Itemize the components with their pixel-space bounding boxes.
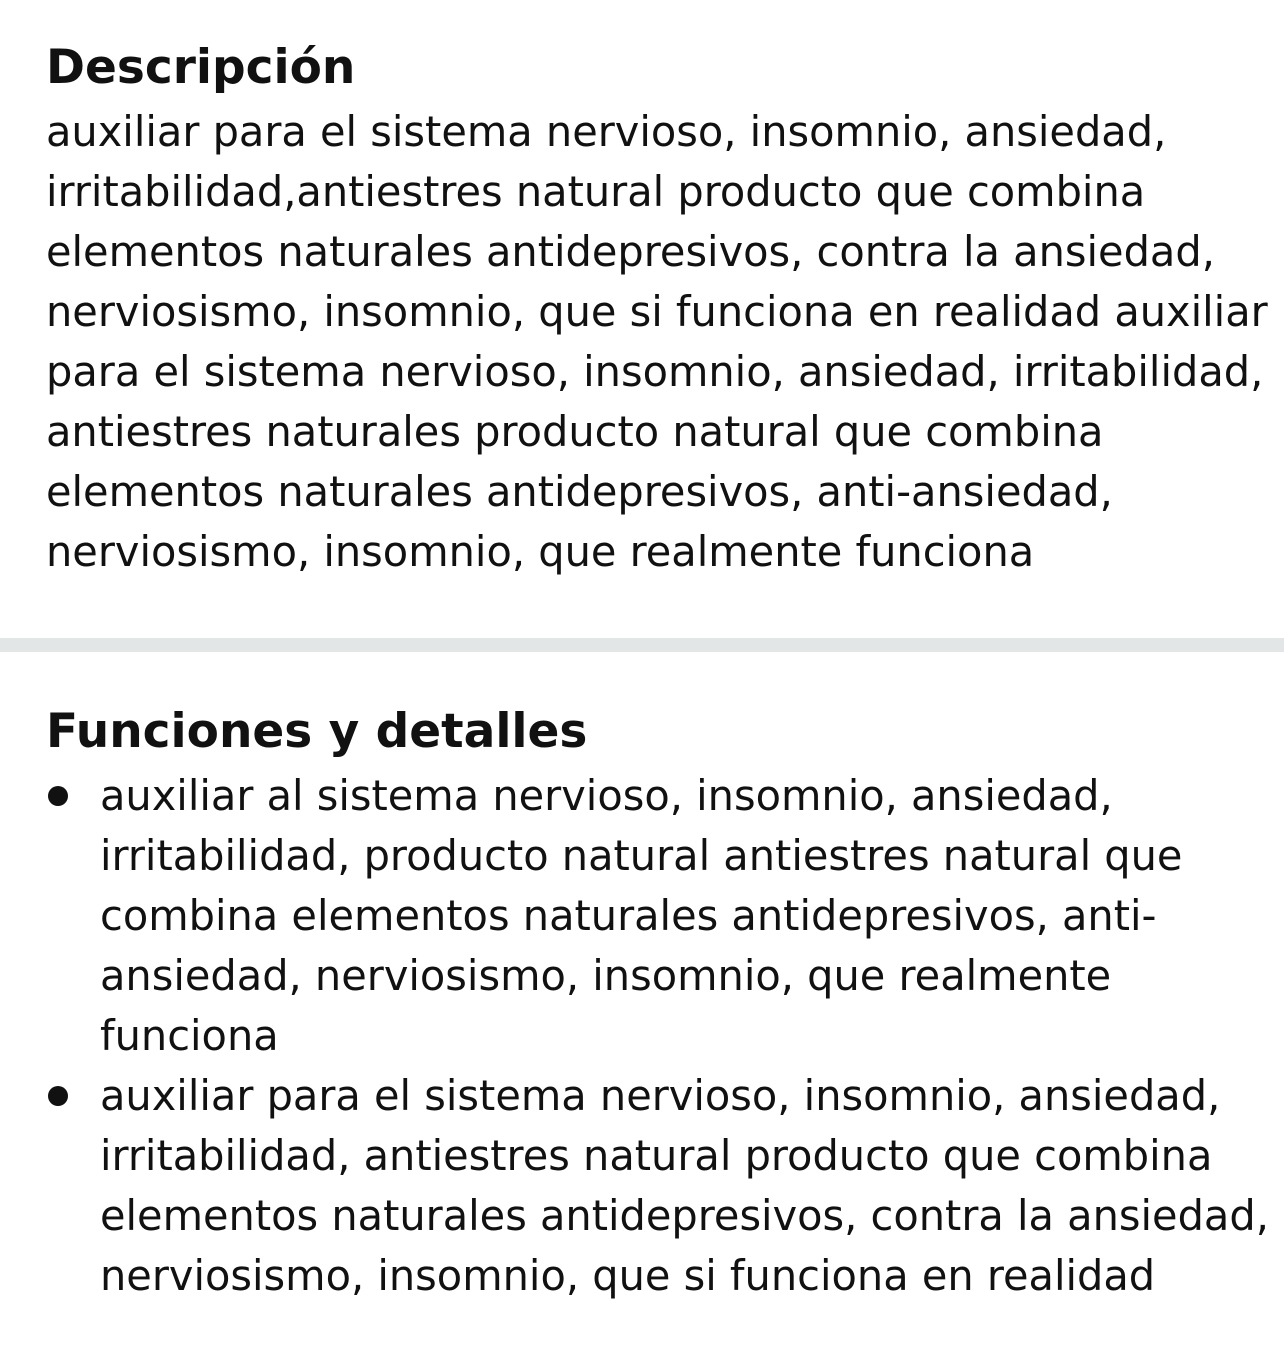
feature-item <box>46 766 1238 1066</box>
feature-line: funciona <box>100 1011 279 1060</box>
description-line: nerviosismo, insomnio, que realmente funciona <box>46 527 1035 576</box>
description-line: elementos naturales antidepresivos, contra la ansiedad, <box>46 227 1215 276</box>
feature-line: combina elementos naturales antidepresivos, anti- <box>100 891 1157 940</box>
bullet-icon <box>48 786 68 806</box>
feature-line: irritabilidad, producto natural antiestres natural que <box>100 831 1183 880</box>
feature-line: nerviosismo, insomnio, que si funciona en realidad <box>100 1251 1156 1300</box>
feature-item <box>46 1066 1269 1306</box>
features-list <box>46 766 1269 1306</box>
feature-line: auxiliar al sistema nervioso, insomnio, ansiedad, <box>100 771 1113 820</box>
features-section <box>0 652 1284 1306</box>
description-line: antiestres naturales producto natural que combina <box>46 407 1104 456</box>
feature-line: auxiliar para el sistema nervioso, insomnio, ansiedad, <box>100 1071 1221 1120</box>
feature-line: irritabilidad, antiestres natural producto que combina <box>100 1131 1213 1180</box>
section-divider <box>0 638 1284 652</box>
description-line: elementos naturales antidepresivos, anti-ansiedad, <box>46 467 1113 516</box>
features-title: Funciones y detalles <box>46 704 588 759</box>
description-line: nerviosismo, insomnio, que si funciona en realidad auxiliar <box>46 287 1268 336</box>
description-title: Descripción <box>46 40 356 95</box>
description-text <box>46 102 1268 582</box>
description-section <box>0 0 1284 638</box>
description-line: irritabilidad,antiestres natural producto que combina <box>46 167 1146 216</box>
feature-line: ansiedad, nerviosismo, insomnio, que realmente <box>100 951 1112 1000</box>
description-line: auxiliar para el sistema nervioso, insomnio, ansiedad, <box>46 107 1167 156</box>
bullet-icon <box>48 1086 68 1106</box>
feature-line: elementos naturales antidepresivos, contra la ansiedad, <box>100 1191 1269 1240</box>
description-line: para el sistema nervioso, insomnio, ansiedad, irritabilidad, <box>46 347 1264 396</box>
